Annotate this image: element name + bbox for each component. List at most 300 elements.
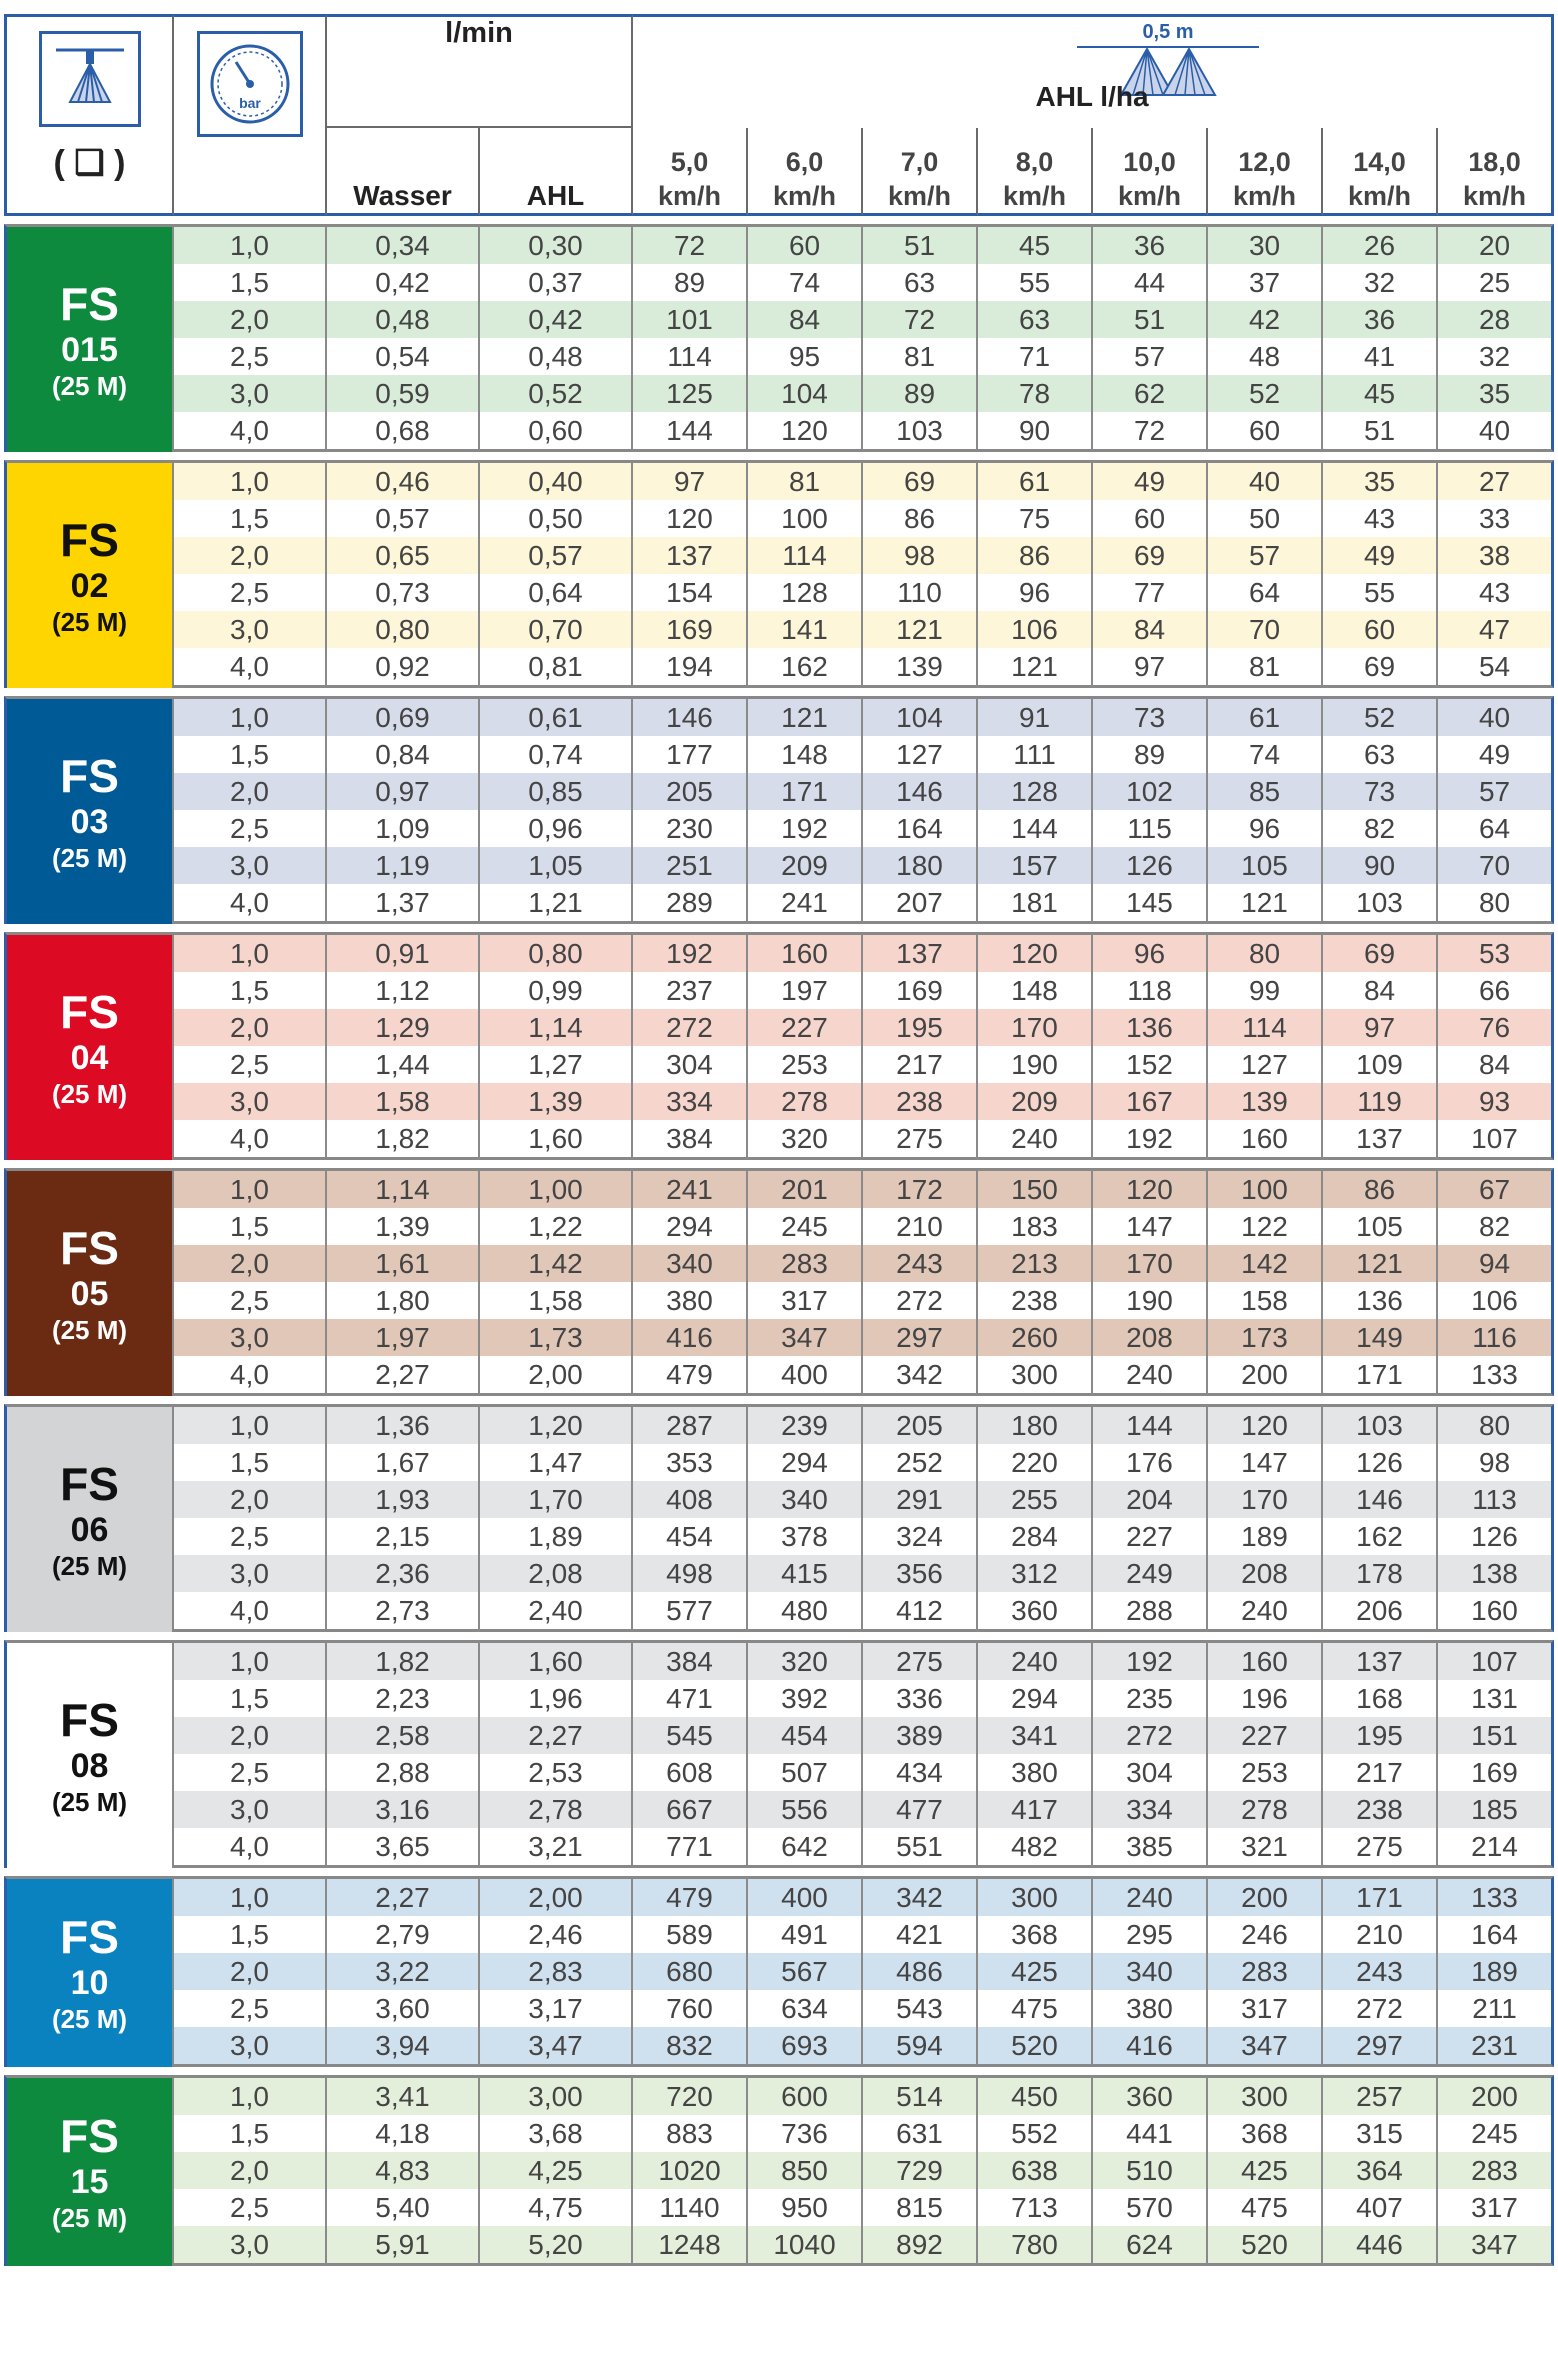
application-rate-cell: 119: [1323, 1083, 1438, 1120]
table-row: [4, 1120, 1554, 1160]
application-rate-cell: 64: [1208, 574, 1323, 611]
application-rate-cell: 227: [748, 1009, 863, 1046]
spacer-cell: [4, 452, 1554, 460]
application-rate-cell: 589: [633, 1916, 748, 1953]
application-rate-cell: 278: [1208, 1791, 1323, 1828]
application-rate-cell: 475: [1208, 2189, 1323, 2226]
application-rate-cell: 380: [1093, 1990, 1208, 2027]
application-rate-cell: 347: [748, 1319, 863, 1356]
application-rate-cell: 570: [1093, 2189, 1208, 2226]
application-rate-cell: 141: [748, 611, 863, 648]
application-rate-cell: 36: [1093, 224, 1208, 264]
application-rate-cell: 84: [1438, 1046, 1554, 1083]
application-rate-cell: 35: [1438, 375, 1554, 412]
table-row: [4, 847, 1554, 884]
pressure-cell: 4,0: [174, 1356, 327, 1396]
application-rate-cell: 127: [863, 736, 978, 773]
application-rate-cell: 160: [1438, 1592, 1554, 1632]
application-rate-cell: 150: [978, 1168, 1093, 1208]
application-rate-cell: 253: [748, 1046, 863, 1083]
table-row: [4, 224, 1554, 264]
application-rate-cell: 78: [978, 375, 1093, 412]
ahl-rate-cell: 1,22: [480, 1208, 633, 1245]
application-rate-cell: 634: [748, 1990, 863, 2027]
ahl-rate-cell: 2,40: [480, 1592, 633, 1632]
application-rate-cell: 192: [1093, 1640, 1208, 1680]
application-rate-cell: 425: [1208, 2152, 1323, 2189]
ahl-rate-cell: 1,60: [480, 1640, 633, 1680]
application-rate-cell: 475: [978, 1990, 1093, 2027]
water-rate-cell: 0,80: [327, 611, 480, 648]
water-rate-cell: 1,58: [327, 1083, 480, 1120]
application-rate-cell: 168: [1323, 1680, 1438, 1717]
application-rate-cell: 75: [978, 500, 1093, 537]
table-row: [4, 1717, 1554, 1754]
table-row: [4, 1916, 1554, 1953]
group-spacer: [4, 1868, 1554, 1876]
speed-column-header: [1323, 128, 1438, 216]
group-spacer: [4, 688, 1554, 696]
table-row: [4, 338, 1554, 375]
application-rate-cell: 73: [1093, 696, 1208, 736]
nozzle-label-fs: FS: [60, 277, 119, 330]
application-rate-cell: 384: [633, 1640, 748, 1680]
application-rate-cell: 255: [978, 1481, 1093, 1518]
water-rate-cell: 1,61: [327, 1245, 480, 1282]
application-rate-cell: 169: [863, 972, 978, 1009]
water-rate-cell: 2,73: [327, 1592, 480, 1632]
application-rate-cell: 190: [1093, 1282, 1208, 1319]
application-rate-cell: 950: [748, 2189, 863, 2226]
ahl-rate-cell: 1,70: [480, 1481, 633, 1518]
application-rate-cell: 368: [1208, 2115, 1323, 2152]
application-rate-cell: 96: [1093, 932, 1208, 972]
application-rate-cell: 97: [1093, 648, 1208, 688]
ahl-rate-cell: 1,00: [480, 1168, 633, 1208]
nozzle-output-table: [4, 14, 1554, 2266]
application-rate-cell: 49: [1438, 736, 1554, 773]
application-rate-cell: 69: [1323, 932, 1438, 972]
application-rate-cell: 278: [748, 1083, 863, 1120]
nozzle-size-label: [4, 460, 174, 688]
pressure-cell: 1,5: [174, 1680, 327, 1717]
nozzle-label-fs: FS: [60, 2110, 119, 2162]
application-rate-cell: 53: [1438, 932, 1554, 972]
group-spacer: [4, 924, 1554, 932]
nozzle-size-label: [4, 1876, 174, 2067]
application-rate-cell: 760: [633, 1990, 748, 2027]
ahl-rate-cell: 0,80: [480, 932, 633, 972]
table-row: [4, 611, 1554, 648]
table-row: [4, 1680, 1554, 1717]
table-row: [4, 1168, 1554, 1208]
application-rate-cell: 408: [633, 1481, 748, 1518]
application-rate-cell: 81: [748, 460, 863, 500]
application-rate-cell: 217: [863, 1046, 978, 1083]
application-rate-cell: 520: [978, 2027, 1093, 2067]
nozzle-size-label: [4, 1640, 174, 1868]
ahl-rate-cell: 1,47: [480, 1444, 633, 1481]
application-rate-cell: 60: [1323, 611, 1438, 648]
pressure-cell: 2,0: [174, 1717, 327, 1754]
water-rate-cell: 1,29: [327, 1009, 480, 1046]
application-rate-cell: 33: [1438, 500, 1554, 537]
application-rate-cell: 169: [1438, 1754, 1554, 1791]
water-rate-cell: 0,59: [327, 375, 480, 412]
application-rate-cell: 105: [1208, 847, 1323, 884]
water-rate-cell: 0,46: [327, 460, 480, 500]
ahl-rate-cell: 0,48: [480, 338, 633, 375]
table-row: [4, 1009, 1554, 1046]
table-row: [4, 1208, 1554, 1245]
speed-value: 14,0: [1353, 147, 1406, 177]
group-spacer: [4, 1632, 1554, 1640]
application-rate-cell: 121: [863, 611, 978, 648]
application-rate-cell: 204: [1093, 1481, 1208, 1518]
ahl-rate-cell: 0,37: [480, 264, 633, 301]
application-rate-cell: 321: [1208, 1828, 1323, 1868]
nozzle-label-m: (25 M): [51, 1786, 128, 1817]
application-rate-cell: 304: [1093, 1754, 1208, 1791]
application-rate-cell: 70: [1438, 847, 1554, 884]
application-rate-cell: 116: [1438, 1319, 1554, 1356]
table-row: [4, 1245, 1554, 1282]
application-rate-cell: 520: [1208, 2226, 1323, 2266]
application-rate-cell: 210: [863, 1208, 978, 1245]
table-row: [4, 1953, 1554, 1990]
application-rate-cell: 260: [978, 1319, 1093, 1356]
nozzle-label-num: 06: [70, 1510, 109, 1549]
application-rate-cell: 148: [748, 736, 863, 773]
application-rate-cell: 144: [1093, 1404, 1208, 1444]
application-rate-cell: 189: [1438, 1953, 1554, 1990]
application-rate-cell: 356: [863, 1555, 978, 1592]
application-rate-cell: 241: [748, 884, 863, 924]
pressure-cell: 4,0: [174, 1828, 327, 1868]
application-rate-cell: 200: [1438, 2075, 1554, 2115]
application-rate-cell: 104: [748, 375, 863, 412]
application-rate-cell: 131: [1438, 1680, 1554, 1717]
application-rate-cell: 378: [748, 1518, 863, 1555]
application-rate-cell: 106: [978, 611, 1093, 648]
ahl-rate-cell: 2,83: [480, 1953, 633, 1990]
speed-unit: km/h: [888, 181, 952, 211]
ahl-rate-cell: 2,53: [480, 1754, 633, 1791]
application-rate-cell: 72: [633, 224, 748, 264]
application-rate-cell: 63: [1323, 736, 1438, 773]
application-rate-cell: 249: [1093, 1555, 1208, 1592]
table-row: [4, 972, 1554, 1009]
water-rate-cell: 0,54: [327, 338, 480, 375]
application-rate-cell: 120: [1208, 1404, 1323, 1444]
application-rate-cell: 238: [1323, 1791, 1438, 1828]
application-rate-cell: 55: [978, 264, 1093, 301]
application-rate-cell: 51: [1093, 301, 1208, 338]
pressure-cell: 1,0: [174, 2075, 327, 2115]
water-rate-cell: 0,73: [327, 574, 480, 611]
water-rate-cell: 0,57: [327, 500, 480, 537]
application-rate-cell: 61: [978, 460, 1093, 500]
pressure-cell: 4,0: [174, 1120, 327, 1160]
application-rate-cell: 27: [1438, 460, 1554, 500]
nozzle-label-num: 10: [70, 1964, 109, 2002]
application-rate-cell: 177: [633, 736, 748, 773]
application-rate-cell: 128: [978, 773, 1093, 810]
ahl-rate-cell: 0,52: [480, 375, 633, 412]
application-rate-cell: 126: [1438, 1518, 1554, 1555]
application-rate-cell: 49: [1093, 460, 1208, 500]
application-rate-cell: 642: [748, 1828, 863, 1868]
application-rate-cell: 98: [863, 537, 978, 574]
application-rate-cell: 64: [1438, 810, 1554, 847]
application-rate-cell: 208: [1093, 1319, 1208, 1356]
table-row: [4, 648, 1554, 688]
table-row: [4, 1791, 1554, 1828]
application-rate-cell: 147: [1208, 1444, 1323, 1481]
application-rate-cell: 240: [1208, 1592, 1323, 1632]
application-rate-cell: 60: [748, 224, 863, 264]
application-rate-cell: 287: [633, 1404, 748, 1444]
application-rate-cell: 52: [1208, 375, 1323, 412]
nozzle-label-fs: FS: [60, 1221, 119, 1274]
application-rate-cell: 32: [1323, 264, 1438, 301]
application-rate-cell: 297: [1323, 2027, 1438, 2067]
application-rate-cell: 342: [863, 1356, 978, 1396]
speed-value: 6,0: [785, 147, 824, 177]
table-row: [4, 1282, 1554, 1319]
ahl-rate-cell: 1,96: [480, 1680, 633, 1717]
water-rate-cell: 3,41: [327, 2075, 480, 2115]
ahl-rate-cell: 1,89: [480, 1518, 633, 1555]
application-rate-cell: 137: [863, 932, 978, 972]
ahl-rate-cell: 0,85: [480, 773, 633, 810]
application-rate-cell: 120: [978, 932, 1093, 972]
application-rate-cell: 40: [1438, 696, 1554, 736]
application-rate-cell: 360: [978, 1592, 1093, 1632]
application-rate-cell: 167: [1093, 1083, 1208, 1120]
application-rate-cell: 364: [1323, 2152, 1438, 2189]
water-rate-cell: 1,19: [327, 847, 480, 884]
ahl-rate-cell: 0,61: [480, 696, 633, 736]
application-rate-cell: 126: [1323, 1444, 1438, 1481]
water-rate-cell: 2,15: [327, 1518, 480, 1555]
application-rate-cell: 128: [748, 574, 863, 611]
table-row: [4, 1356, 1554, 1396]
application-rate-cell: 111: [978, 736, 1093, 773]
pressure-cell: 1,0: [174, 696, 327, 736]
application-rate-cell: 368: [978, 1916, 1093, 1953]
application-rate-cell: 552: [978, 2115, 1093, 2152]
application-rate-cell: 243: [863, 1245, 978, 1282]
ahl-rate-cell: 0,30: [480, 224, 633, 264]
application-rate-cell: 300: [1208, 2075, 1323, 2115]
pressure-cell: 1,5: [174, 264, 327, 301]
application-rate-cell: 421: [863, 1916, 978, 1953]
application-rate-cell: 95: [748, 338, 863, 375]
ahl-rate-cell: 2,08: [480, 1555, 633, 1592]
application-rate-cell: 294: [633, 1208, 748, 1245]
ahl-rate-cell: 1,21: [480, 884, 633, 924]
application-rate-cell: 32: [1438, 338, 1554, 375]
table-row: [4, 696, 1554, 736]
application-rate-cell: 693: [748, 2027, 863, 2067]
application-rate-cell: 169: [633, 611, 748, 648]
application-rate-cell: 197: [748, 972, 863, 1009]
application-rate-cell: 334: [633, 1083, 748, 1120]
speed-unit: km/h: [1463, 181, 1527, 211]
ahl-rate-cell: 3,00: [480, 2075, 633, 2115]
application-rate-cell: 815: [863, 2189, 978, 2226]
application-rate-cell: 48: [1208, 338, 1323, 375]
spacer-cell: [4, 1396, 1554, 1404]
application-rate-cell: 137: [1323, 1640, 1438, 1680]
pressure-cell: 4,0: [174, 412, 327, 452]
ahl-rate-cell: 0,57: [480, 537, 633, 574]
application-rate-cell: 120: [1093, 1168, 1208, 1208]
nozzle-size-label: [4, 1404, 174, 1632]
nozzle-label-fs: FS: [60, 985, 119, 1038]
water-rate-cell: 4,18: [327, 2115, 480, 2152]
pressure-header: [174, 14, 327, 216]
water-rate-cell: 0,97: [327, 773, 480, 810]
application-rate-cell: 139: [863, 648, 978, 688]
application-rate-cell: 172: [863, 1168, 978, 1208]
application-rate-cell: 77: [1093, 574, 1208, 611]
application-rate-cell: 94: [1438, 1245, 1554, 1282]
application-rate-cell: 850: [748, 2152, 863, 2189]
table-row: [4, 1518, 1554, 1555]
application-rate-cell: 240: [1093, 1876, 1208, 1916]
application-rate-cell: 272: [1323, 1990, 1438, 2027]
speed-column-header: [748, 128, 863, 216]
application-rate-cell: 97: [633, 460, 748, 500]
speed-value: 8,0: [1015, 147, 1054, 177]
application-rate-cell: 145: [1093, 884, 1208, 924]
application-rate-cell: 1020: [633, 2152, 748, 2189]
application-rate-cell: 416: [633, 1319, 748, 1356]
application-rate-cell: 479: [633, 1876, 748, 1916]
application-rate-cell: 89: [1093, 736, 1208, 773]
application-rate-cell: 154: [633, 574, 748, 611]
application-rate-cell: 30: [1208, 224, 1323, 264]
application-rate-cell: 125: [633, 375, 748, 412]
application-rate-cell: 121: [748, 696, 863, 736]
application-rate-cell: 253: [1208, 1754, 1323, 1791]
application-rate-cell: 102: [1093, 773, 1208, 810]
water-rate-cell: 0,48: [327, 301, 480, 338]
nozzle-label-fs: FS: [60, 1693, 119, 1746]
water-column-header: Wasser: [327, 128, 480, 216]
ahl-rate-cell: 2,00: [480, 1876, 633, 1916]
table-row: [4, 375, 1554, 412]
application-rate-cell: 100: [1208, 1168, 1323, 1208]
application-rate-cell: 304: [633, 1046, 748, 1083]
pressure-cell: 1,0: [174, 224, 327, 264]
nozzle-label-num: 05: [70, 1274, 109, 1313]
application-rate-cell: 667: [633, 1791, 748, 1828]
table-row: [4, 460, 1554, 500]
application-rate-cell: 208: [1208, 1555, 1323, 1592]
application-rate-cell: 142: [1208, 1245, 1323, 1282]
application-rate-cell: 54: [1438, 648, 1554, 688]
application-rate-cell: 104: [863, 696, 978, 736]
pressure-cell: 3,0: [174, 2226, 327, 2266]
ahl-header: [633, 14, 1554, 128]
spacer-cell: [4, 1632, 1554, 1640]
application-rate-cell: 45: [1323, 375, 1438, 412]
water-rate-cell: 2,27: [327, 1356, 480, 1396]
application-rate-cell: 220: [978, 1444, 1093, 1481]
application-rate-cell: 89: [863, 375, 978, 412]
application-rate-cell: 257: [1323, 2075, 1438, 2115]
application-rate-cell: 35: [1323, 460, 1438, 500]
nozzle-label-num: 015: [61, 330, 118, 369]
application-rate-cell: 205: [863, 1404, 978, 1444]
application-rate-cell: 482: [978, 1828, 1093, 1868]
water-rate-cell: 1,97: [327, 1319, 480, 1356]
application-rate-cell: 120: [748, 412, 863, 452]
table-row: [4, 884, 1554, 924]
nozzle-label-fs: FS: [60, 513, 119, 566]
application-rate-cell: 272: [633, 1009, 748, 1046]
application-rate-cell: 192: [748, 810, 863, 847]
pressure-cell: 2,0: [174, 1009, 327, 1046]
application-rate-cell: 97: [1323, 1009, 1438, 1046]
application-rate-cell: 385: [1093, 1828, 1208, 1868]
application-rate-cell: 49: [1323, 537, 1438, 574]
application-rate-cell: 90: [1323, 847, 1438, 884]
application-rate-cell: 63: [978, 301, 1093, 338]
ahl-rate-cell: 1,14: [480, 1009, 633, 1046]
speed-unit: km/h: [1348, 181, 1412, 211]
group-spacer: [4, 2067, 1554, 2075]
application-rate-cell: 146: [863, 773, 978, 810]
ahl-rate-cell: 0,96: [480, 810, 633, 847]
application-rate-cell: 315: [1323, 2115, 1438, 2152]
application-rate-cell: 43: [1438, 574, 1554, 611]
application-rate-cell: 245: [748, 1208, 863, 1245]
application-rate-cell: 86: [863, 500, 978, 537]
application-rate-cell: 284: [978, 1518, 1093, 1555]
speed-value: 12,0: [1238, 147, 1291, 177]
application-rate-cell: 36: [1323, 301, 1438, 338]
water-rate-cell: 1,09: [327, 810, 480, 847]
application-rate-cell: 235: [1093, 1680, 1208, 1717]
water-rate-cell: 3,94: [327, 2027, 480, 2067]
application-rate-cell: 227: [1208, 1717, 1323, 1754]
water-rate-cell: 1,44: [327, 1046, 480, 1083]
application-rate-cell: 446: [1323, 2226, 1438, 2266]
application-rate-cell: 57: [1438, 773, 1554, 810]
application-rate-cell: 238: [978, 1282, 1093, 1319]
pressure-cell: 2,0: [174, 301, 327, 338]
nozzle-label-m: (25 M): [51, 842, 128, 873]
application-rate-cell: 162: [1323, 1518, 1438, 1555]
pressure-cell: 3,0: [174, 847, 327, 884]
application-rate-cell: 171: [1323, 1876, 1438, 1916]
nozzle-label-m: (25 M): [51, 606, 128, 637]
application-rate-cell: 514: [863, 2075, 978, 2115]
application-rate-cell: 291: [863, 1481, 978, 1518]
application-rate-cell: 114: [1208, 1009, 1323, 1046]
ahl-column-header: AHL: [480, 128, 633, 216]
application-rate-cell: 69: [1323, 648, 1438, 688]
pressure-cell: 1,0: [174, 1168, 327, 1208]
application-rate-cell: 127: [1208, 1046, 1323, 1083]
application-rate-cell: 720: [633, 2075, 748, 2115]
application-rate-cell: 147: [1093, 1208, 1208, 1245]
application-rate-cell: 577: [633, 1592, 748, 1632]
